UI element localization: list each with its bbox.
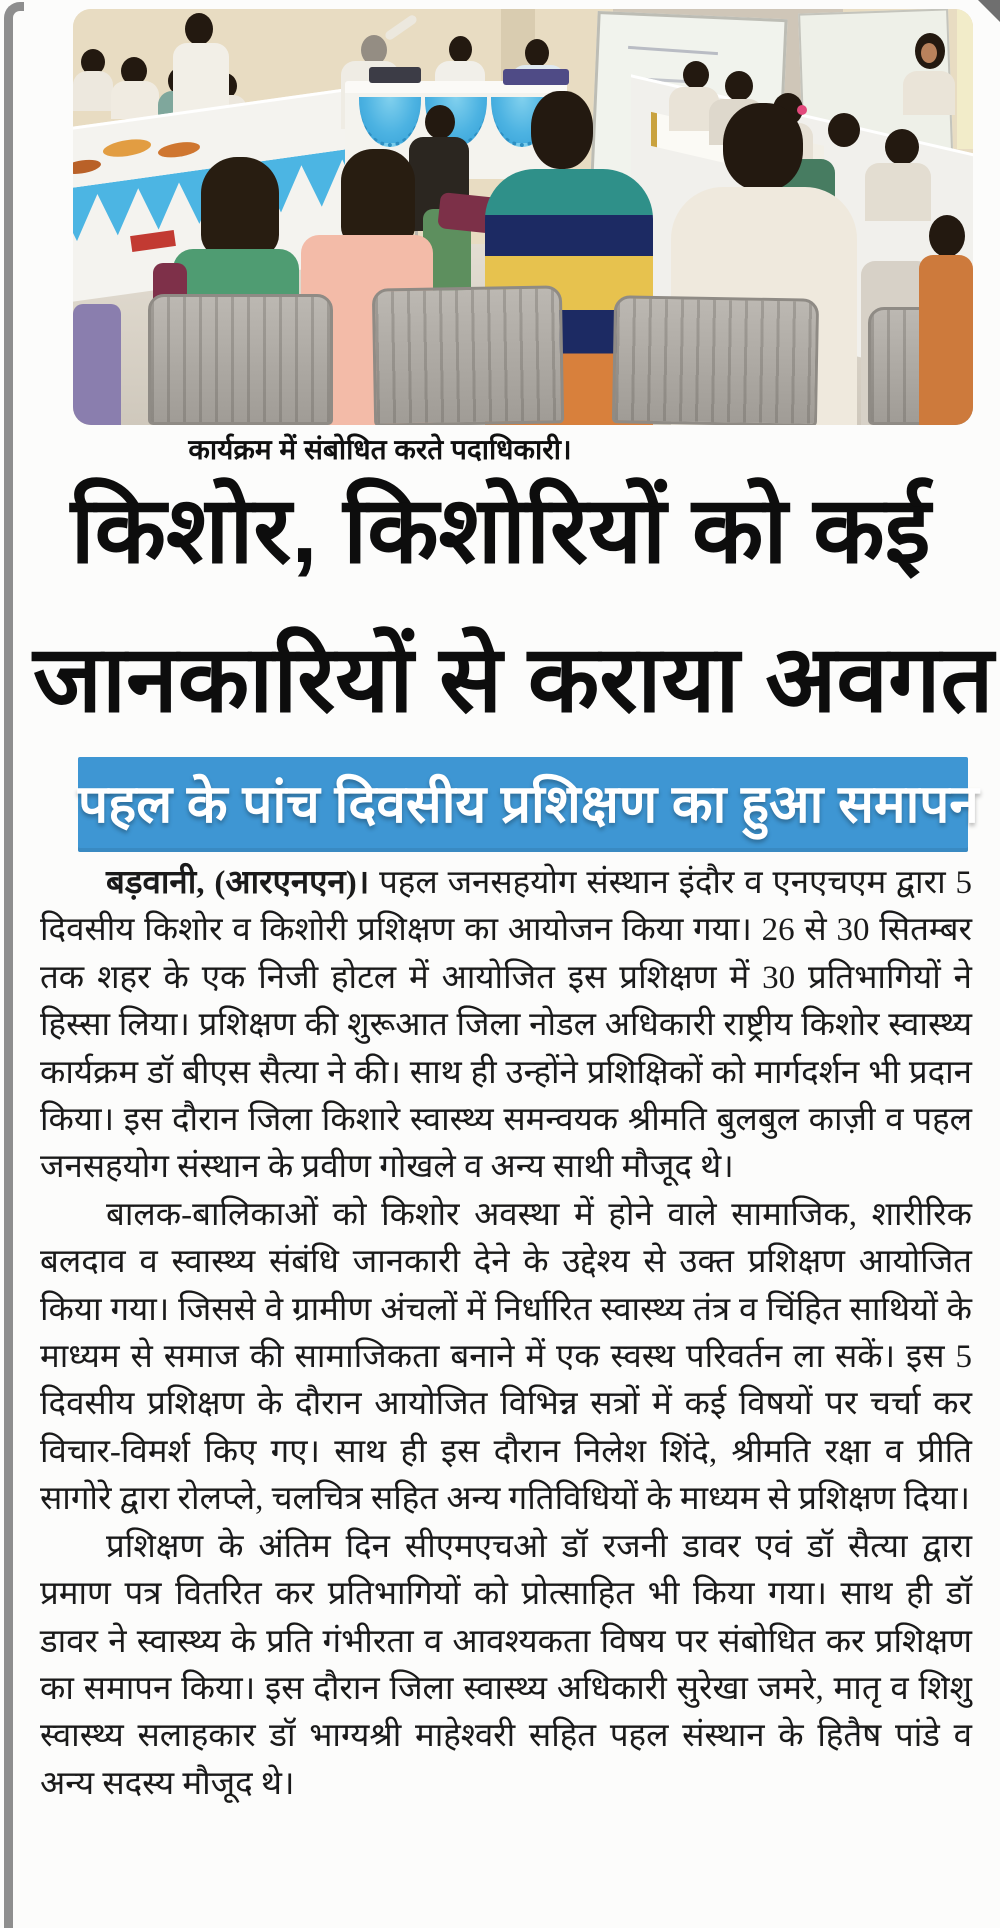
photo-caption: कार्यक्रम में संबोधित करते पदाधिकारी। <box>188 434 572 465</box>
panelist-head <box>449 36 472 63</box>
attendee-head <box>683 61 709 89</box>
attendee-head <box>929 215 965 257</box>
attendee-purple-sari <box>73 304 121 425</box>
woman-peach-hair <box>341 149 415 245</box>
front-chair <box>612 295 819 425</box>
food-plate <box>103 137 151 160</box>
photo-wall-edge <box>957 9 973 149</box>
subheading-text: पहल के पांच दिवसीय प्रशिक्षण का हुआ समापन <box>78 775 979 834</box>
body-paragraph: बालक-बालिकाओं को किशोर अवस्था में होने वाले सामाजिक, शारीरिक बलदाव व स्वास्थ्य संबंधि जानकारी देने के उद्देश्य से उक्त प्रशिक्षण आयोजित किया गया। जिससे वे ग्रामीण अंचलों में निर्धारित स्वास्थ्य तंत्र व चिंहित साथियों के माध्यम से समाज की सामाजिकता बनाने में एक स्वस्थ परिवर्तन ला सकें। इस 5 दिवसीय प्रशिक्षण के दौरान आयोजित विभिन्न सत्रों में कई विषयों पर चर्चा कर विचार-विमर्श किए गए। साथ ही इस दौरान निलेश शिंदे, श्रीमति रक्षा व प्रीति सागोरे द्वारा रोलप्ले, चलचित्र सहित अन्य गतिविधियों के माध्यम से प्रशिक्षण दिया। <box>40 1196 972 1518</box>
clip-frame-border <box>4 2 24 1928</box>
clip-corner-mark <box>978 0 1000 26</box>
attendee-torso <box>111 81 159 119</box>
article-photo <box>73 9 973 425</box>
body-paragraph: प्रशिक्षण के अंतिम दिन सीएमएचओ डॉ रजनी डावर एवं डॉ सैत्या द्वारा प्रमाण पत्र वितरित कर प्रतिभागियों को प्रोत्साहित भी किया गया। साथ ही डॉ डावर ने स्वास्थ्य के प्रति गंभीरता व आवश्यकता विषय पर संबोधित कर प्रशिक्षण का समापन किया। इस दौरान जिला स्वास्थ्य अधिकारी सुरेखा जमरे, मातृ व शिशु स्वास्थ्य सलाहकार डॉ भाग्यश्री माहेश्वरी सहित पहल संस्थान के हितैष पांडे व अन्य सदस्य मौजूद थे। <box>40 1528 972 1802</box>
panelist-head <box>525 39 549 67</box>
attendee-torso <box>903 71 955 115</box>
food-plate <box>73 158 101 176</box>
table-item-dark <box>369 67 421 83</box>
hair-flower <box>797 105 807 115</box>
subheading-bar <box>78 757 979 852</box>
attendee-head <box>885 129 919 165</box>
attendee-face <box>921 43 937 63</box>
paragraph-text: पहल जनसहयोग संस्थान इंदौर व एनएचएम द्वारा 5 दिवसीय किशोर व किशोरी प्रशिक्षण का आयोजन किया गया। 26 से 30 सितम्बर तक शहर के एक निजी होटल में आयोजित इस प्रशिक्षण में 30 प्रतिभागियों ने हिस्सा लिया। प्रशिक्षण की शुरूआत जिला नोडल अधिकारी राष्ट्रीय किशोर स्वास्थ्य कार्यक्रम डॉ बीएस सैत्या ने की। साथ ही उन्होंने प्रशिक्षिकों को मार्गदर्शन भी प्रदान किया। इस दौरान जिला किशारे स्वास्थ्य समन्वयक श्रीमति बुलबुल काज़ी व पहल जनसहयोग संस्थान के प्रवीण गोखले व अन्य साथी मौजूद थे। <box>40 865 972 1186</box>
table-scallop <box>359 97 421 147</box>
body-paragraph <box>40 860 972 1192</box>
attendee-head <box>828 113 860 147</box>
seated-woman-black-head <box>425 105 455 139</box>
headline-line-1: किशोर, किशोरियों को कई <box>70 478 931 582</box>
table-item-bag <box>503 69 569 85</box>
dateline: बड़वानी, (आरएनएन)। <box>106 865 370 901</box>
article-body <box>40 860 972 1808</box>
attendee-torso <box>865 163 931 221</box>
article-headline <box>33 456 994 754</box>
headline-line-2: जानकारियों से कराया अवगत <box>33 627 994 731</box>
foreground-man-white-head <box>723 103 803 191</box>
food-plate <box>158 140 200 160</box>
attendee-torso <box>73 71 113 111</box>
attendee-head <box>725 71 753 101</box>
front-chair <box>372 285 564 425</box>
man-striped-head <box>531 91 593 169</box>
attendee-torso-orange <box>919 255 973 425</box>
woman-green-hair <box>201 157 279 257</box>
standing-trainer-head <box>185 13 213 45</box>
front-chair <box>148 294 333 425</box>
